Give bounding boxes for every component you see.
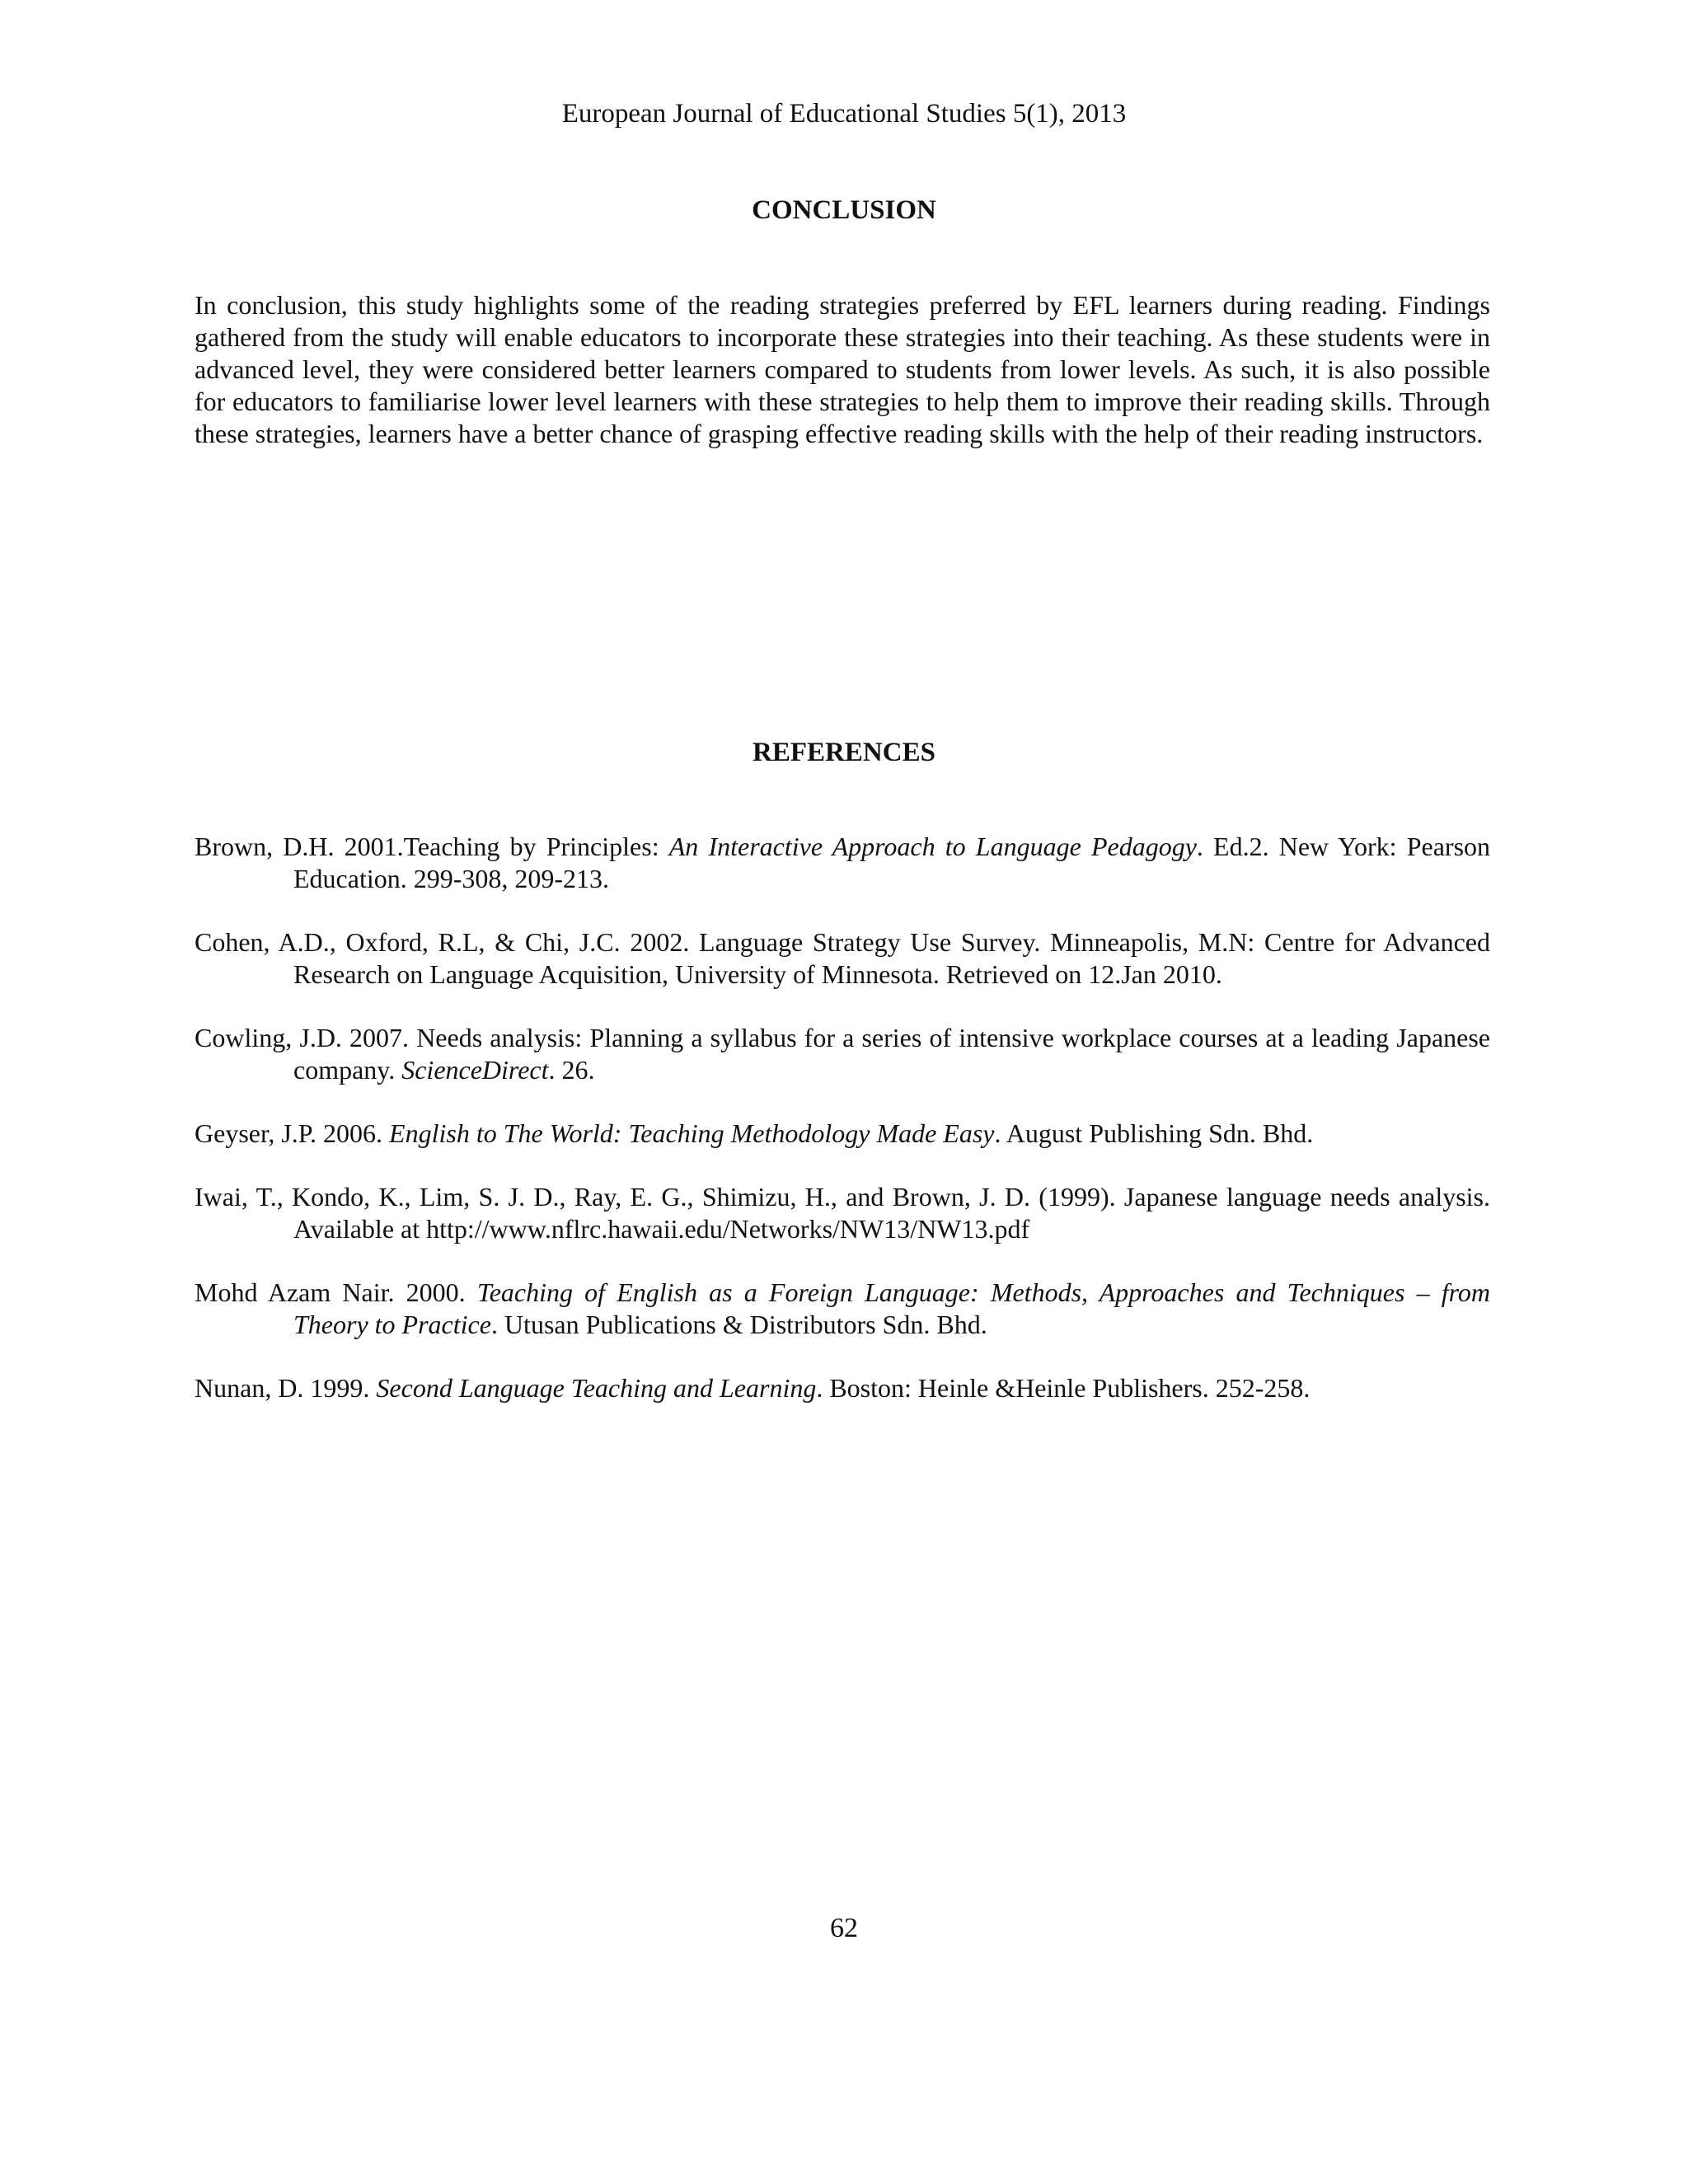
reference-title: English to The World: Teaching Methodology Made Easy bbox=[389, 1118, 995, 1148]
reference-item-nunan bbox=[195, 1372, 1490, 1404]
reference-text: . Boston: Heinle &Heinle Publishers. 252-258. bbox=[816, 1373, 1311, 1403]
reference-text: Mohd Azam Nair. 2000. bbox=[195, 1277, 477, 1307]
running-header: European Journal of Educational Studies 5(1), 2013 bbox=[561, 99, 1127, 129]
reference-text: . August Publishing Sdn. Bhd. bbox=[994, 1118, 1314, 1148]
conclusion-heading: CONCLUSION bbox=[752, 195, 936, 225]
reference-title: Second Language Teaching and Learning bbox=[376, 1373, 817, 1403]
reference-list bbox=[195, 831, 1490, 1436]
reference-text: Cowling, J.D. 2007. Needs analysis: Planning a syllabus for a series of intensive workplace courses at a leading Japanese company. bbox=[195, 1023, 1490, 1085]
reference-item-cohen bbox=[195, 926, 1490, 991]
conclusion-paragraph: In conclusion, this study highlights some of the reading strategies preferred by EFL learners during reading. Findings gathered from the study will enable educators to incorporate these strategies into their teaching. As these students were in advanced level, they were considered better learners compared to students from lower levels. As such, it is also possible for educators to familiarise lower level learners with these strategies to help them to improve their reading skills. Through these strategies, learners have a better chance of grasping effective reading skills with the help of their reading instructors. bbox=[195, 290, 1490, 448]
reference-text: . 26. bbox=[548, 1055, 595, 1085]
reference-text: Iwai, T., Kondo, K., Lim, S. J. D., Ray, E. G., Shimizu, H., and Brown, J. D. (1999). Japanese language needs analysis. Available at http://www.nflrc.hawaii.edu/Networks/NW13/NW13.pdf bbox=[195, 1182, 1490, 1244]
reference-title: An Interactive Approach to Language Pedagogy bbox=[668, 832, 1197, 861]
reference-item-geyser bbox=[195, 1118, 1490, 1150]
reference-item-brown bbox=[195, 831, 1490, 895]
reference-text: . Ed.2. New York: Pearson Education. 299-308, 209-213. bbox=[293, 832, 1491, 893]
reference-title: ScienceDirect bbox=[401, 1055, 549, 1085]
reference-text: . Utusan Publications & Distributors Sdn. Bhd. bbox=[490, 1310, 987, 1339]
page-number: 62 bbox=[830, 1913, 858, 1943]
reference-text: Geyser, J.P. 2006. bbox=[195, 1118, 390, 1148]
reference-item-nair bbox=[195, 1277, 1490, 1341]
reference-text: Cohen, A.D., Oxford, R.L, & Chi, J.C. 2002. Language Strategy Use Survey. Minneapolis, M.N: Centre for Advanced Research on Language Acquisition, University of Minnesota. Retrieved on 12.Jan 2010. bbox=[195, 927, 1490, 989]
references-heading: REFERENCES bbox=[753, 738, 935, 767]
reference-item-iwai bbox=[195, 1181, 1490, 1245]
reference-text: Brown, D.H. 2001.Teaching by Principles: bbox=[195, 832, 669, 861]
reference-title: Teaching of English as a Foreign Language: Methods, Approaches and Techniques – from Theory to Practice bbox=[293, 1277, 1491, 1339]
reference-item-cowling bbox=[195, 1022, 1490, 1086]
reference-text: Nunan, D. 1999. bbox=[195, 1373, 377, 1403]
